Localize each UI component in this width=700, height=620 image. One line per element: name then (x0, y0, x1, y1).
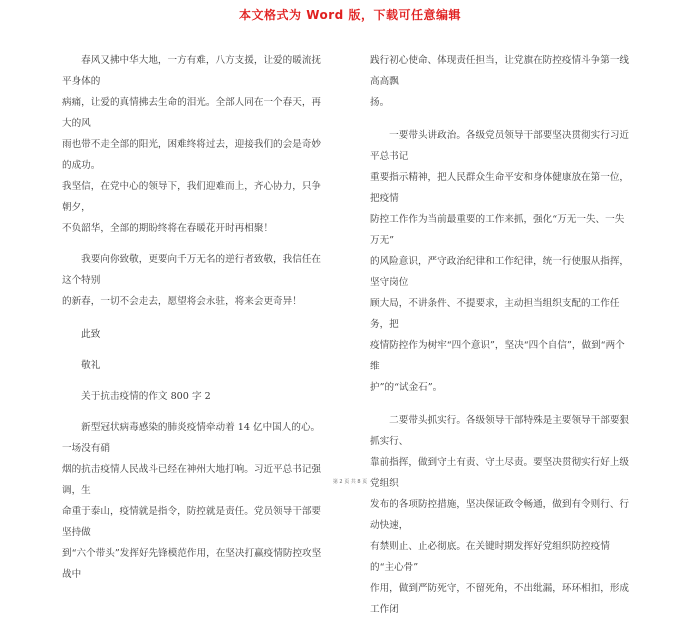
right-para2-line: 一要带头讲政治。各级党员领导干部要坚决贯彻实行习近平总书记 (370, 130, 630, 162)
word-format-banner: 本文格式为 Word 版，下载可任意编辑 (239, 8, 461, 22)
right-para2-line: 疫情防控作为树牢“四个意识”，坚决“四个自信”，做到“两个维 (370, 340, 625, 372)
right-para2-line: 的风险意识，严守政治纪律和工作纪律，统一行使服从指挥，坚守岗位 (370, 256, 630, 288)
right-para1-line: 扬。 (370, 97, 390, 108)
right-para3-line: 发布的各项防控措施，坚决保证政令畅通，做到有令则行、行动快速， (370, 499, 630, 531)
right-para3-line: 作用，做到严防死守，不留死角，不出纰漏，环环相扣，形成工作闭 (370, 583, 630, 615)
left-para3-line: 烟的抗击疫情人民战斗已经在神州大地打响。习近平总书记强调，生 (62, 464, 322, 496)
left-para2-line: 的新春，一切不会走去，愿望将会永驻，将来会更奇异！ (62, 296, 302, 307)
left-para3-line: 到“六个带头”发挥好先锋模范作用，在坚决打赢疫情防控攻坚战中 (62, 548, 322, 580)
left-para1-line: 我坚信，在党中心的领导下，我们迎难而上，齐心协力，只争朝夕， (62, 181, 322, 213)
closing-jing-li: 敬礼 (62, 360, 101, 371)
right-para3-line: 有禁则止、止必彻底。在关键时期发挥好党组织防控疫情的“主心骨” (370, 541, 610, 573)
left-para2-line: 我要向你致敬，更要向千万无名的逆行者致敬，我信任在这个特别 (62, 254, 322, 286)
right-para2-line: 护”的“试金石”。 (370, 382, 443, 393)
closing-ci-zhi: 此致 (62, 329, 101, 340)
right-para2-line: 重要指示精神，把人民群众生命平安和身体健康放在第一位，把疫情 (370, 172, 630, 204)
right-para3-line: 靠前指挥，做到守土有责、守土尽责。要坚决贯彻实行好上级党组织 (370, 457, 630, 489)
right-para2-line: 顾大局，不讲条件、不提要求，主动担当组织支配的工作任务，把 (370, 298, 620, 330)
left-column (62, 50, 324, 585)
page-number: 第 2 页 共 8 页 (332, 479, 368, 485)
left-para3-line: 新型冠状病毒感染的肺炎疫情牵动着 14 亿中国人的心。一场没有硝 (62, 422, 321, 454)
left-para1-line: 病痛，让爱的真情拂去生命的泪光。全部人同在一个春天，再大的风 (62, 97, 322, 129)
left-para1-line: 春风又拂中华大地，一方有难，八方支援，让爱的暖流抚平身体的 (62, 55, 322, 87)
left-para1-line: 雨也带不走全部的阳光，困难终将过去，迎接我们的会是奇妙的成功。 (62, 139, 322, 171)
right-column (370, 50, 632, 620)
right-para3-line: 二要带头抓实行。各级领导干部特殊是主要领导干部要狠抓实行、 (370, 415, 630, 447)
essay-heading: 关于抗击疫情的作文 800 字 2 (62, 391, 211, 402)
left-para3-line: 命重于泰山，疫情就是指令，防控就是责任。党员领导干部要坚持做 (62, 506, 322, 538)
left-para1-line: 不负韶华，全部的期盼终将在春暖花开时再相聚！ (62, 223, 274, 234)
right-para2-line: 防控工作作为当前最重要的工作来抓，强化“万无一失、一失万无” (370, 214, 625, 246)
right-para1-line: 践行初心使命、体现责任担当，让党旗在防控疫情斗争第一线高高飘 (370, 55, 630, 87)
